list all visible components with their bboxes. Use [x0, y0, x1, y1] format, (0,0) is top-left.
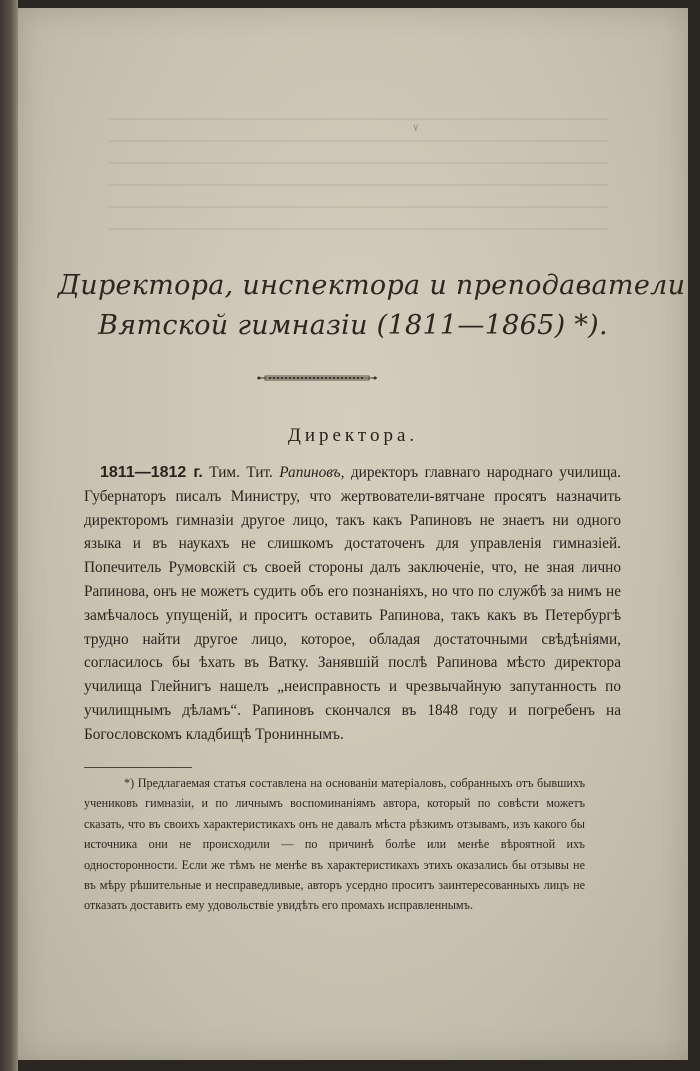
ornament-divider: [255, 374, 379, 382]
show-through-text: [108, 118, 608, 238]
footnote-marker: *): [124, 776, 135, 790]
title-line-2: Вятской гимназіи (1811—1865) *).: [98, 310, 608, 341]
entry-years: 1811—1812 г.: [100, 464, 203, 481]
page-mark: ٧: [413, 123, 419, 134]
entry-name: Рапиновъ,: [279, 464, 345, 481]
footnote-text: Предлагаемая статья составлена на основаніи матеріаловъ, собранныхъ отъ бывшихъ учениковъ гимназіи, и по личнымъ воспоминаніямъ автора, который по совѣсти можетъ сказать, что въ своихъ характеристикахъ онъ не давалъ мѣста рѣзкимъ отзывамъ, изъ какого бы источника они не происходили — по причинѣ болѣе или менѣе вѣроятной ихъ односторонности. Если же тѣмъ не менѣе въ характеристикахъ этихъ оказались бы отзывы не въ мѣру рѣшительные и несправедливые, авторъ усердно проситъ заинтересованныхъ лицъ не отказать доставить ему удовольствіе увидѣть его промахъ исправленнымъ.: [84, 776, 586, 913]
directors-entry: [84, 461, 621, 747]
book-spine-edge: [0, 0, 18, 1071]
page-title: [58, 266, 686, 346]
entry-rank: Тим. Тит.: [209, 464, 273, 481]
footnote-rule: [84, 767, 192, 768]
title-line-1: Директора, инспектора и преподаватели: [58, 270, 686, 301]
book-page: [18, 8, 688, 1060]
footnote: [84, 773, 585, 916]
section-heading: Директора.: [287, 425, 419, 446]
entry-text: директоръ главнаго народнаго училища. Губернаторъ писалъ Министру, что жертвователи-вятчане просятъ назначить директоромъ гимназіи другое лицо, такъ какъ Рапиновъ не знаетъ ни одного языка и въ наукахъ не слишкомъ достаточенъ для управленія гимназіей. Попечитель Румовскій съ своей стороны далъ заключеніе, что, не зная лично Рапинова, онъ не можетъ судить объ его познаніяхъ, но что по службѣ за нимъ не замѣчалось упущеній, и проситъ оставить Рапинова, такъ какъ въ Петербургѣ трудно найти другое лицо, которое, обладая достаточными свѣдѣніями, согласилось бы ѣхать въ Ватку. Занявшій послѣ Рапинова мѣсто директора училища Глейнигъ нашелъ „неисправность и чрезвычайную запутанность по училищнымъ дѣламъ“. Рапиновъ скончался въ 1848 году и погребенъ на Богословскомъ кладбищѣ Трониннымъ.: [84, 464, 621, 743]
